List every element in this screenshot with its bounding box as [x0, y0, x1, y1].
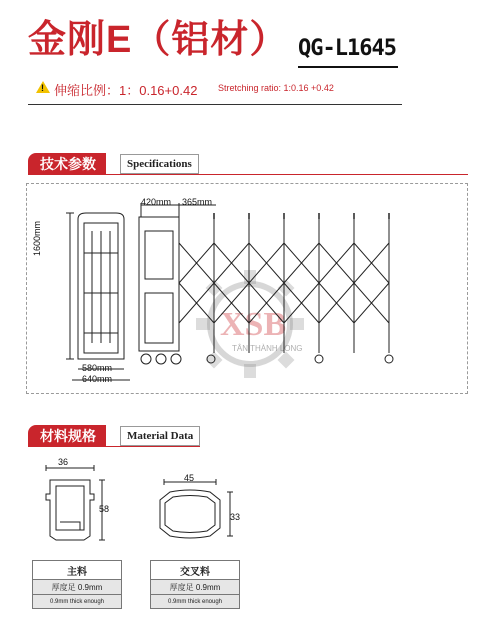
ratio-cn: 伸缩比例：1：0.16+0.42 — [54, 83, 198, 98]
ratio-en: Stretching ratio: 1:0.16 +0.42 — [218, 83, 334, 93]
spec-rule — [28, 174, 468, 175]
main-width: 36 — [58, 457, 69, 467]
main-thickness-en: 0.9mm thick enough — [33, 595, 122, 609]
dim-bottom-a: 580mm — [82, 363, 113, 373]
page-title: 金刚E（铝材） — [28, 19, 289, 61]
main-profile-table — [32, 560, 122, 609]
dim-bottom-b: 640mm — [82, 374, 113, 384]
cross-name: 交叉料 — [151, 561, 240, 580]
material-section-header — [28, 425, 468, 447]
ratio-divider — [28, 104, 402, 105]
dim-height: 1600mm — [32, 220, 42, 256]
main-height: 58 — [99, 504, 110, 514]
model-number: QG-L1645 — [298, 36, 396, 61]
model-underline — [298, 66, 398, 68]
material-title-en: Material Data — [120, 426, 200, 446]
dim-top-b: 365mm — [182, 197, 213, 207]
main-thickness-cn: 厚度足 0.9mm — [33, 580, 122, 595]
cross-height: 33 — [230, 512, 241, 522]
watermark-sub: TÂN THÀNH LONG — [232, 344, 303, 353]
gate-drawing — [26, 183, 466, 392]
main-name: 主料 — [33, 561, 122, 580]
dim-top-a: 420mm — [141, 197, 172, 207]
warning-mark: ! — [41, 83, 44, 93]
spec-title-cn: 技术参数 — [28, 153, 106, 175]
cross-profile-drawing — [150, 470, 250, 550]
material-rule — [28, 446, 200, 447]
material-title-cn: 材料规格 — [28, 425, 106, 447]
cross-thickness-cn: 厚度足 0.9mm — [151, 580, 240, 595]
spec-section-header — [28, 153, 468, 175]
cross-width: 45 — [184, 473, 195, 483]
cross-thickness-en: 0.9mm thick enough — [151, 595, 240, 609]
spec-title-en: Specifications — [120, 154, 199, 174]
watermark-logo: XSB — [220, 306, 287, 343]
cross-profile-table — [150, 560, 240, 609]
